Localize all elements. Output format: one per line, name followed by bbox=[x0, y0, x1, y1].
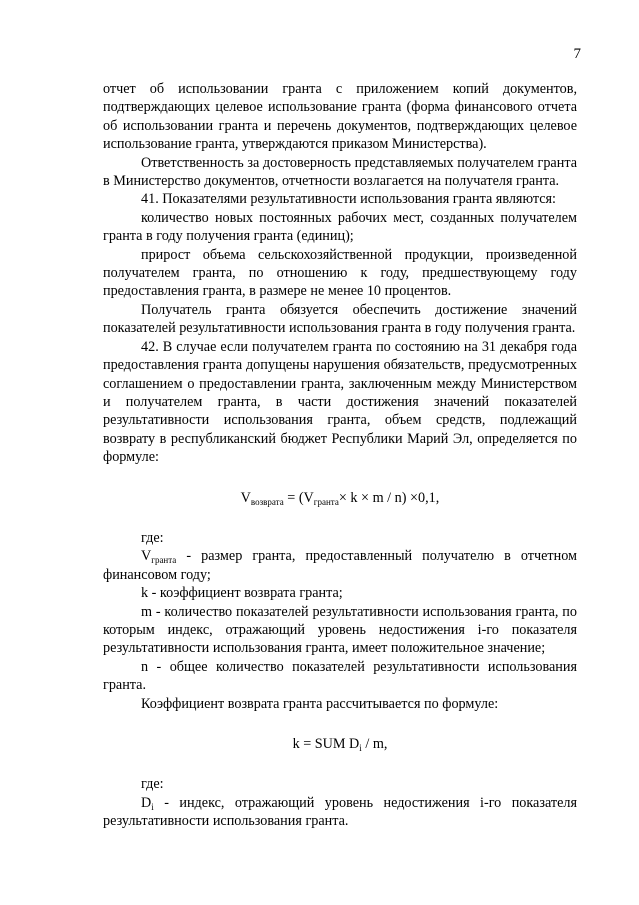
paragraph-41: 41. Показателями результативности использования гранта являются: bbox=[141, 191, 557, 208]
page-number: 7 bbox=[573, 46, 581, 62]
paragraph-indicator-jobs: количество новых постоянных рабочих мест, созданных получателем гранта в году получения гранта (единиц); bbox=[103, 209, 577, 245]
definition-m: m - количество показателей результативности использования гранта, по которым индекс, отражающий уровень недостижения i-го показателя результативности использования гранта, имеет положительное значение; bbox=[103, 603, 577, 657]
where-label-2: где: bbox=[141, 776, 164, 793]
formula-coefficient: k = SUM $D_i$ / m, bbox=[292, 736, 388, 753]
paragraph-42: 42. В случае если получателем гранта по состоянию на 31 декабря года предоставления гранта допущены нарушения обязательств, предусмотренных соглашением о предоставлении гранта, заключенным между Министерством и получателем гранта, в части достижения значений показателей результативности использования гранта, объем средств, подлежащий возврату в республиканский бюджет Республики Марий Эл, определяется по формуле: bbox=[103, 338, 577, 466]
definition-v-grant: $V_{гранта}$ - размер гранта, предоставленный получателю в отчетном финансовом году; bbox=[103, 548, 577, 583]
paragraph-responsibility: Ответственность за достоверность представляемых получателем гранта в Министерство документов, отчетности возлагается на получателя гранта. bbox=[103, 154, 577, 190]
where-label-1: где: bbox=[141, 529, 164, 546]
paragraph-coefficient-intro: Коэффициент возврата гранта рассчитывается по формуле: bbox=[141, 695, 499, 712]
paragraph-obligation: Получатель гранта обязуется обеспечить достижение значений показателей результативности использования гранта в году получения гранта. bbox=[103, 301, 577, 337]
definition-n: n - общее количество показателей результативности использования гранта. bbox=[103, 658, 577, 694]
formula-return-volume: $V_{возврата} = (V_{гранта}\times k \times m / n) \times 0,1$, bbox=[240, 489, 440, 507]
paragraph-indicator-growth: прирост объема сельскохозяйственной продукции, произведенной получателем гранта, по отношению к году, предшествующему году предоставления гранта, в размере не менее 10 процентов. bbox=[103, 246, 577, 300]
definition-d-index: $D_i$ - индекс, отражающий уровень недостижения i-го показателя результативности использования гранта. bbox=[103, 794, 577, 830]
definition-k: k - коэффициент возврата гранта; bbox=[141, 585, 343, 602]
paragraph-report: отчет об использовании гранта с приложением копий документов, подтверждающих целевое использование гранта (форма финансового отчета об использовании гранта и перечень документов, подтверждающих целевое использование гранта, утверждаются приказом Министерства). bbox=[103, 81, 577, 153]
document-body bbox=[103, 80, 577, 831]
